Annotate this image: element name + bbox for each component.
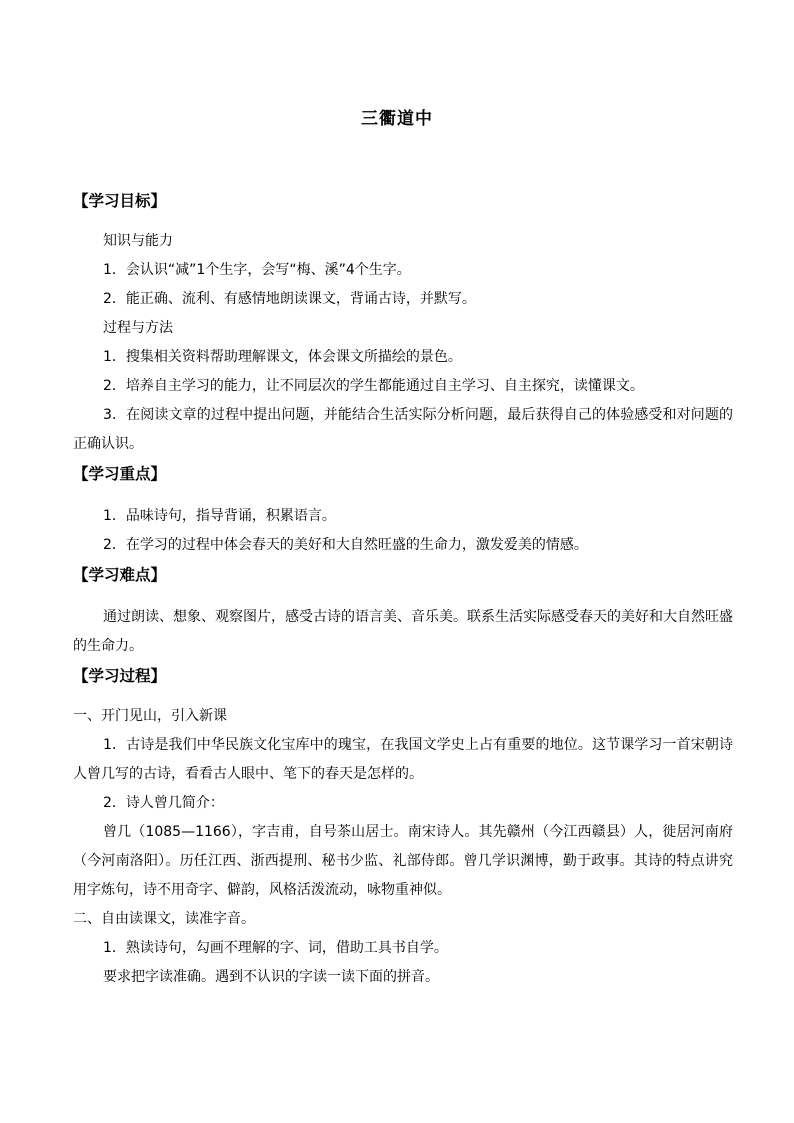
process-step-heading: 一、开门见山，引入新课 — [73, 708, 227, 724]
section-heading-objectives: 【学习目标】 — [73, 192, 167, 210]
difficulty-paragraph: 通过朗读、想象、观察图片，感受古诗的语言美、音乐美。联系生活实际感受春天的美好和大自然旺盛的生命力。 — [73, 609, 733, 654]
process-item: 2．诗人曾几简介： — [103, 795, 224, 811]
poet-bio-paragraph: 曾几（1085—1166），字吉甫，自号茶山居士。南宋诗人。其先赣州（今江西赣县）人，徙居河南府（今河南洛阳）。历任江西、浙西提刑、秘书少监、礼部侍郎。曾几学识渊博，勤于政事。其诗的特点讲究用字炼句，诗不用奇字、僻韵，风格活泼流动，咏物重神似。 — [73, 824, 733, 898]
objective-item: 2．能正确、流利、有感情地朗读课文，背诵古诗，并默写。 — [103, 291, 476, 307]
section-heading-process: 【学习过程】 — [73, 667, 167, 685]
process-item: 1．熟读诗句，勾画不理解的字、词，借助工具书自学。 — [103, 940, 448, 956]
subheading-process: 过程与方法 — [103, 320, 173, 336]
section-heading-key-points: 【学习重点】 — [73, 465, 167, 483]
objective-item: 1．搜集相关资料帮助理解课文，体会课文所描绘的景色。 — [103, 349, 462, 365]
document-title: 三衢道中 — [361, 109, 433, 129]
document-body — [73, 186, 733, 992]
objective-item: 1．会认识“减”1个生字，会写“梅、溪”4个生字。 — [103, 262, 411, 278]
process-item: 1．古诗是我们中华民族文化宝库中的瑰宝，在我国文学史上占有重要的地位。这节课学习一首宋朝诗人曾几写的古诗，看看古人眼中、笔下的春天是怎样的。 — [73, 737, 733, 782]
process-step-heading: 二、自由读课文，读准字音。 — [73, 911, 255, 927]
section-heading-difficulties: 【学习难点】 — [73, 566, 167, 584]
objective-item: 2．培养自主学习的能力，让不同层次的学生都能通过自主学习、自主探究，读懂课文。 — [103, 378, 644, 394]
key-point-item: 2．在学习的过程中体会春天的美好和大自然旺盛的生命力，激发爱美的情感。 — [103, 537, 588, 553]
key-point-item: 1．品味诗句，指导背诵，积累语言。 — [103, 508, 336, 524]
process-item: 要求把字读准确。遇到不认识的字读一读下面的拼音。 — [103, 969, 439, 985]
objective-item: 3．在阅读文章的过程中提出问题，并能结合生活实际分析问题，最后获得自己的体验感受和对问题的正确认识。 — [73, 407, 733, 452]
subheading-knowledge: 知识与能力 — [103, 233, 173, 249]
